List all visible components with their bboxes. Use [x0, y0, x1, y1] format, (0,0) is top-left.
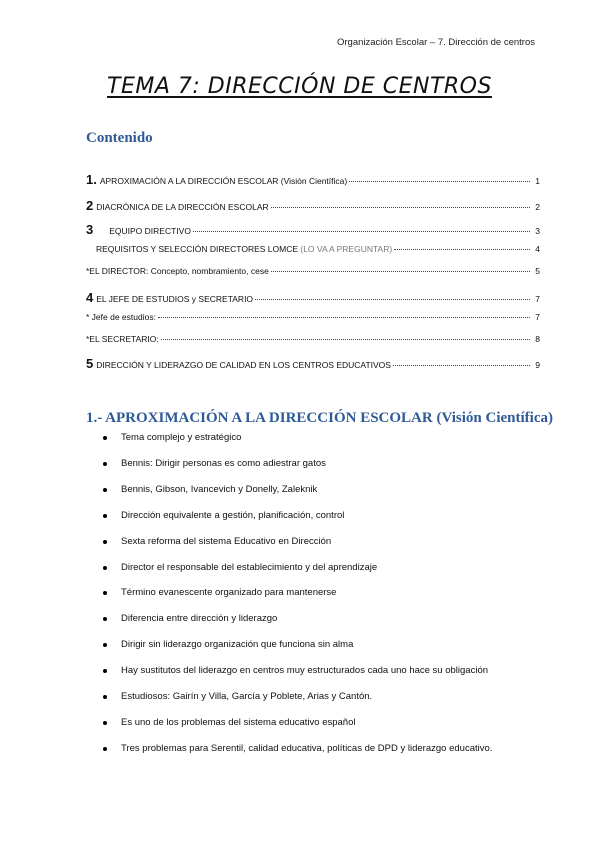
toc-page-number: 7 — [535, 312, 540, 322]
toc-entry-label — [86, 266, 269, 276]
toc-entry[interactable] — [86, 356, 540, 371]
toc-entry-label-text: * Jefe de estudios: — [86, 312, 156, 322]
list-item — [103, 562, 377, 573]
toc-entry-number: 1. — [86, 172, 97, 187]
bullet-icon — [103, 695, 107, 699]
bullet-icon — [103, 591, 107, 595]
toc-leader-dots — [271, 271, 530, 272]
toc-entry-note: (LO VA A PREGUNTAR) — [300, 244, 393, 254]
toc-entry[interactable] — [86, 266, 540, 276]
bullet-icon — [103, 617, 107, 621]
bullet-icon — [103, 462, 107, 466]
toc-leader-dots — [255, 299, 530, 300]
section-heading: 1.- APROXIMACIÓN A LA DIRECCIÓN ESCOLAR (Visión Científica) — [86, 410, 553, 426]
toc-entry-label — [109, 226, 191, 236]
list-item — [103, 717, 355, 728]
toc-entry-label-text: EQUIPO DIRECTIVO — [109, 226, 191, 236]
toc-page-number: 3 — [535, 226, 540, 236]
toc-entry[interactable] — [86, 290, 540, 305]
toc-entry[interactable] — [86, 334, 540, 344]
list-item-text: Bennis: Dirigir personas es como adiestrar gatos — [121, 458, 326, 469]
bullet-icon — [103, 721, 107, 725]
list-item-text: Director el responsable del establecimiento y del aprendizaje — [121, 562, 378, 573]
document-title: TEMA 7: DIRECCIÓN DE CENTROS — [107, 74, 492, 99]
list-item — [103, 510, 344, 521]
bullet-icon — [103, 514, 107, 518]
list-item-text: Dirigir sin liderazgo organización que funciona sin alma — [121, 639, 354, 650]
running-header: Organización Escolar – 7. Dirección de centros — [336, 37, 535, 48]
toc-entry-label — [96, 244, 392, 254]
toc-leader-dots — [394, 249, 530, 250]
toc-entry-label — [100, 176, 347, 186]
toc-entry-label-text: DIRECCIÓN Y LIDERAZGO DE CALIDAD EN LOS CENTROS EDUCATIVOS — [96, 360, 391, 370]
toc-page-number: 7 — [535, 294, 540, 304]
toc-entry[interactable] — [86, 222, 540, 237]
list-item-text: Diferencia entre dirección y liderazgo — [121, 613, 278, 624]
toc-leader-dots — [349, 181, 530, 182]
bullet-icon — [103, 566, 107, 570]
toc-entry-label-text: DIACRÓNICA DE LA DIRECCIÓN ESCOLAR — [96, 202, 269, 212]
toc-entry-number: 4 — [86, 290, 94, 305]
toc-entry-label — [96, 202, 268, 212]
toc-entry[interactable] — [86, 244, 540, 254]
list-item — [103, 458, 326, 469]
list-item-text: Término evanescente organizado para mantenerse — [121, 587, 337, 598]
list-item-text: Estudiosos: Gairín y Villa, García y Poblete, Arias y Cantón. — [121, 691, 373, 702]
toc-entry-label-text: REQUISITOS Y SELECCIÓN DIRECTORES LOMCE — [96, 244, 301, 254]
list-item-text: Hay sustitutos del liderazgo en centros muy estructurados cada uno hace su obligación — [121, 665, 489, 676]
toc-entry-number: 3 — [86, 222, 94, 237]
list-item-text: Tres problemas para Serentil, calidad educativa, políticas de DPD y liderazgo educativo. — [121, 743, 493, 754]
toc-entry[interactable] — [86, 312, 540, 322]
toc-leader-dots — [161, 339, 530, 340]
toc-page-number: 9 — [535, 360, 540, 370]
toc-page-number: 8 — [535, 334, 540, 344]
toc-entry-label — [96, 360, 391, 370]
list-item — [103, 432, 241, 443]
bullet-icon — [103, 643, 107, 647]
list-item — [103, 587, 336, 598]
bullet-icon — [103, 540, 107, 544]
toc-page-number: 1 — [535, 176, 540, 186]
toc-entry[interactable] — [86, 198, 540, 213]
toc-leader-dots — [158, 317, 530, 318]
bullet-icon — [103, 436, 107, 440]
list-item-text: Sexta reforma del sistema Educativo en Dirección — [121, 536, 332, 547]
list-item-text: Es uno de los problemas del sistema educativo español — [121, 717, 356, 728]
toc-entry-label — [86, 312, 156, 322]
toc-entry-label-text: *EL SECRETARIO: — [86, 334, 159, 344]
bullet-icon — [103, 669, 107, 673]
toc-entry-label — [96, 294, 253, 304]
bullet-icon — [103, 747, 107, 751]
toc-entry-label-text: APROXIMACIÓN A LA DIRECCIÓN ESCOLAR (Visión Científica) — [99, 176, 348, 186]
toc-entry-number: 2 — [86, 198, 94, 213]
list-item-text: Tema complejo y estratégico — [121, 432, 242, 443]
list-item-text: Bennis, Gibson, Ivancevich y Donelly, Zaleknik — [121, 484, 318, 495]
toc-entry-label — [86, 334, 159, 344]
list-item — [103, 691, 372, 702]
toc-leader-dots — [193, 231, 530, 232]
list-item — [103, 639, 353, 650]
toc-page-number: 2 — [535, 202, 540, 212]
list-item — [103, 743, 492, 754]
list-item — [103, 484, 317, 495]
list-item — [103, 536, 331, 547]
toc-leader-dots — [271, 207, 530, 208]
toc-entry[interactable] — [86, 172, 540, 187]
list-item-text: Dirección equivalente a gestión, planificación, control — [121, 510, 345, 521]
list-item — [103, 613, 277, 624]
toc-heading: Contenido — [86, 130, 153, 146]
toc-entry-label-text: *EL DIRECTOR: Concepto, nombramiento, cese — [86, 266, 269, 276]
toc-leader-dots — [393, 365, 530, 366]
toc-page-number: 4 — [535, 244, 540, 254]
toc-entry-label-text: EL JEFE DE ESTUDIOS y SECRETARIO — [96, 294, 254, 304]
bullet-icon — [103, 488, 107, 492]
toc-entry-number: 5 — [86, 356, 94, 371]
list-item — [103, 665, 488, 676]
toc-page-number: 5 — [535, 266, 540, 276]
